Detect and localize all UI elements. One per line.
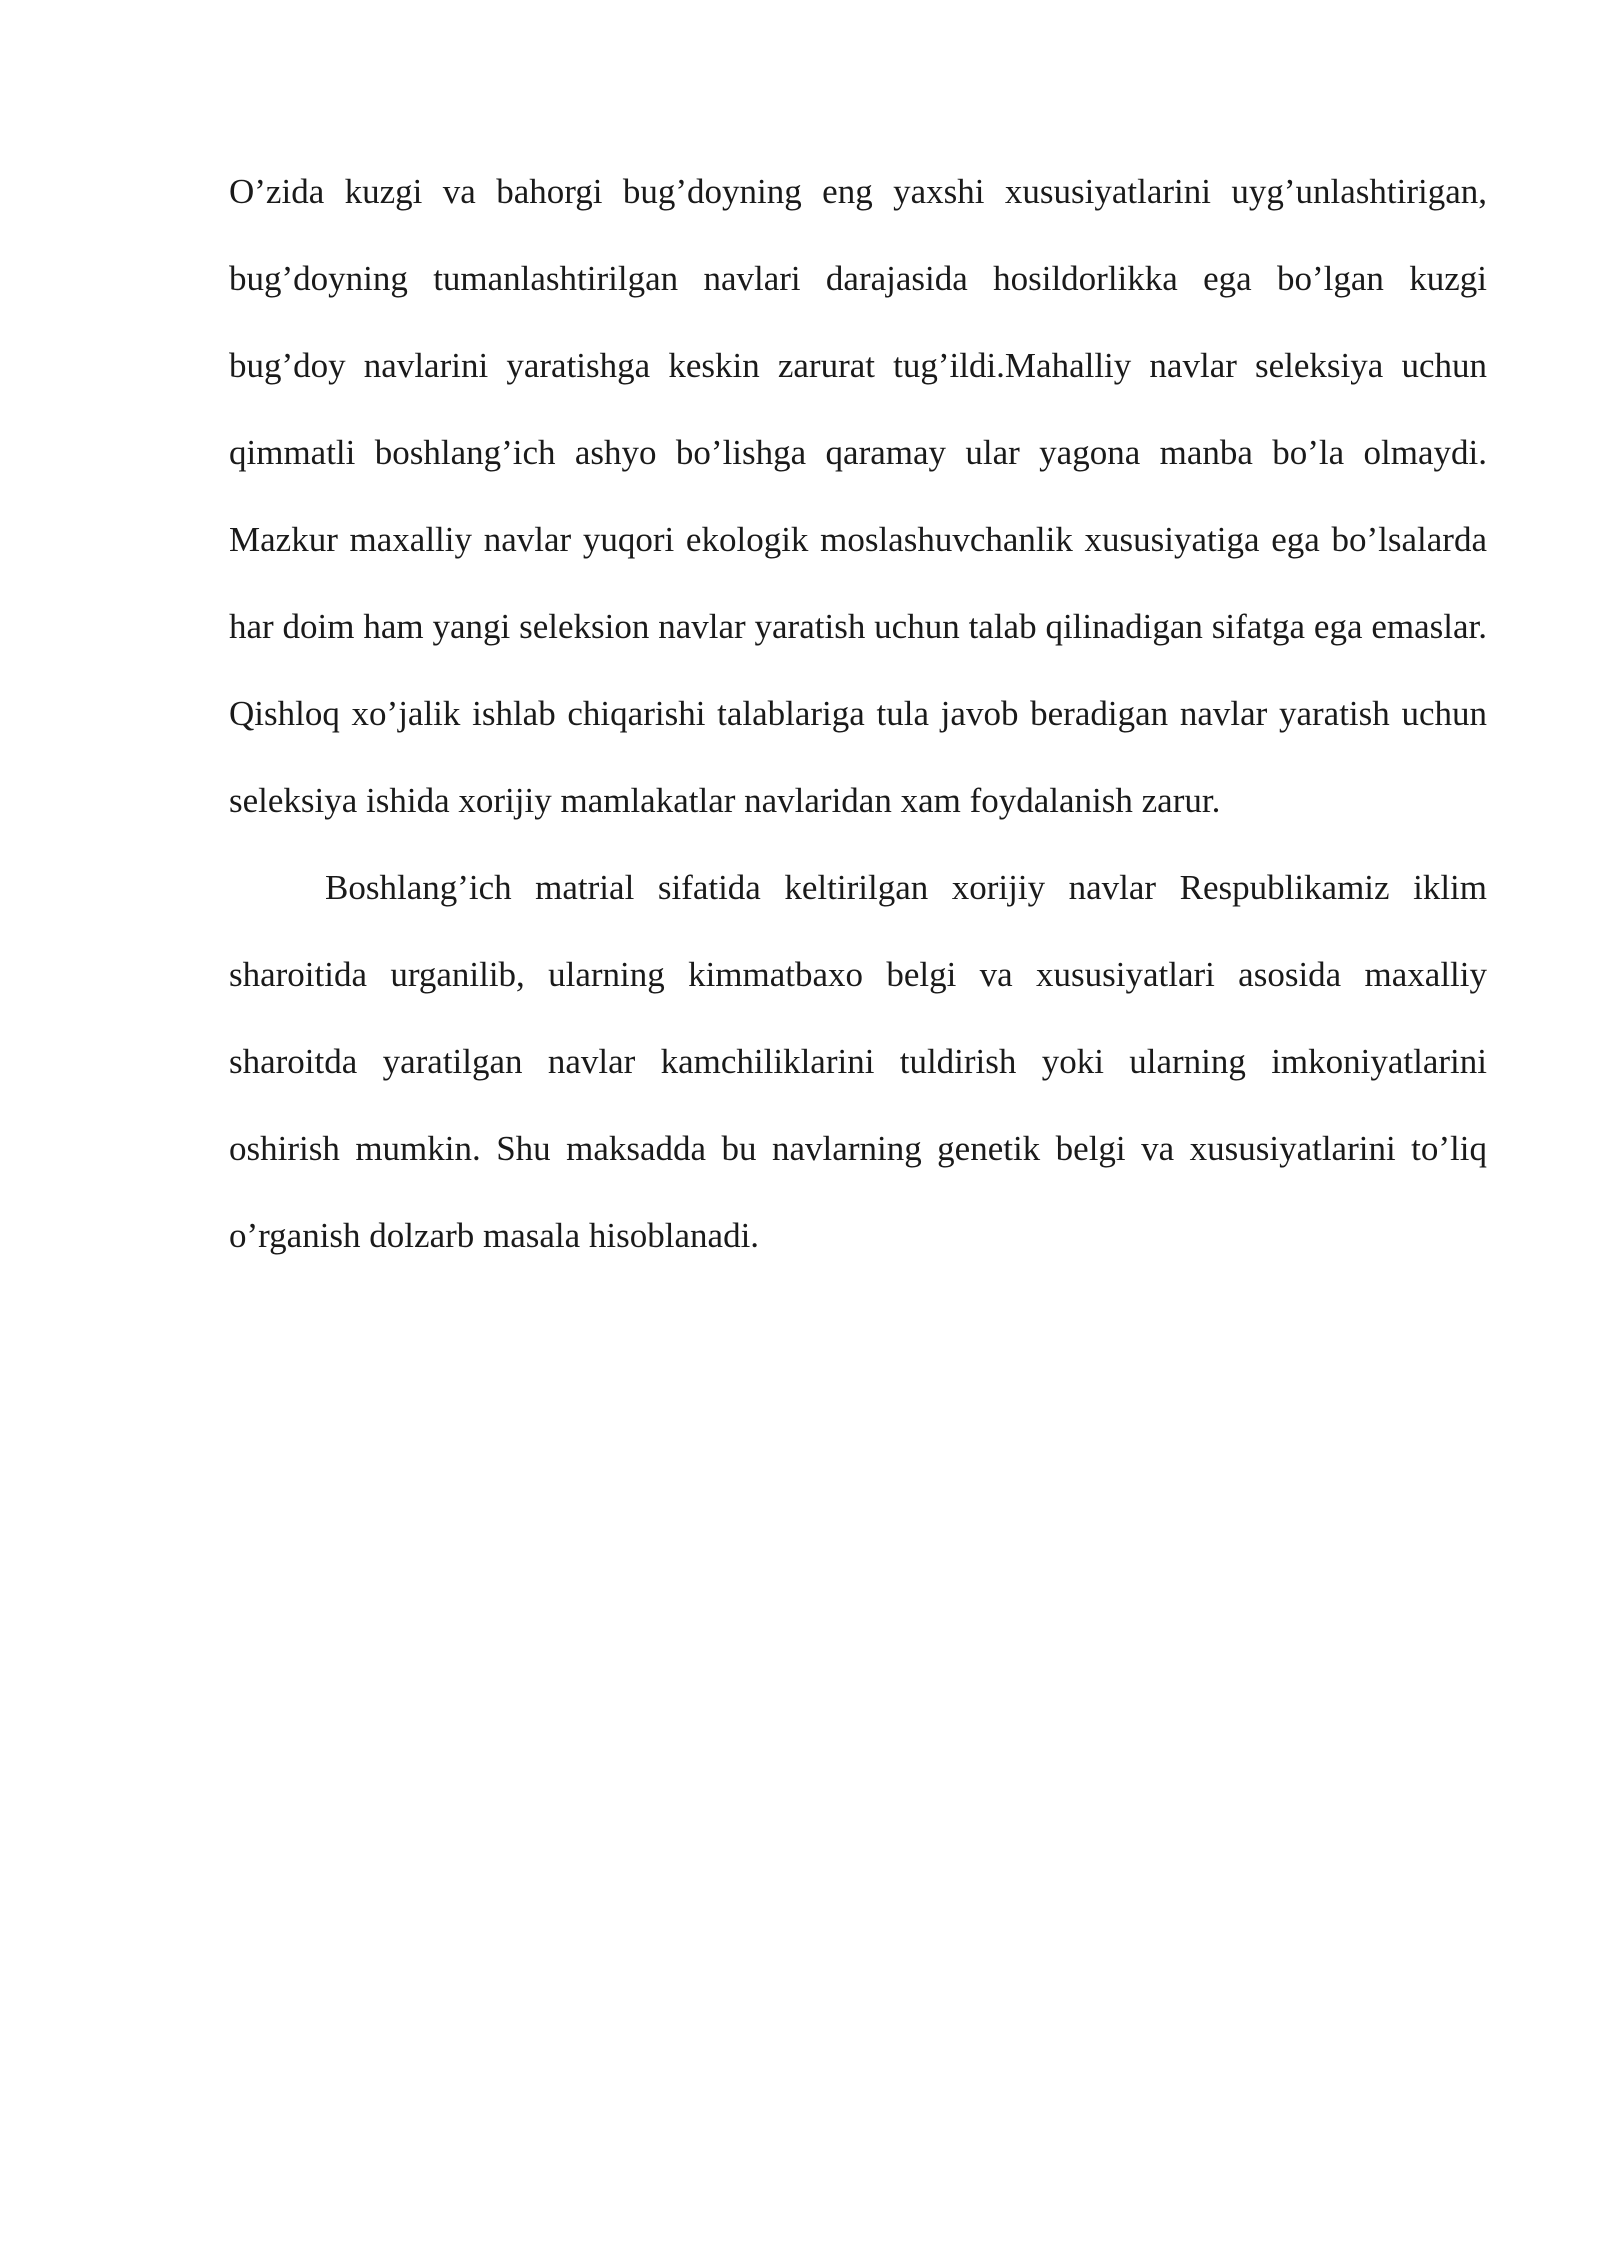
document-body [229, 148, 1487, 1279]
paragraph-2: Boshlang’ich matrial sifatida keltirilgan xorijiy navlar Respublikamiz iklim sharoitida urganilib, ularning kimmatbaxo belgi va xususiyatlari asosida maxalliy sharoitda yaratilgan navlar kamchiliklarini tuldirish yoki ularning imkoniyatlarini oshirish mumkin. Shu maksadda bu navlarning genetik belgi va xususiyatlarini to’liq o’rganish dolzarb masala hisoblanadi. [229, 868, 1487, 1255]
paragraph-1: O’zida kuzgi va bahorgi bug’doyning eng yaxshi xususiyatlarini uyg’unlashtirigan, bug’doyning tumanlashtirilgan navlari darajasida hosildorlikka ega bo’lgan kuzgi bug’doy navlarini yaratishga keskin zarurat tug’ildi.Mahalliy navlar seleksiya uchun qimmatli boshlang’ich ashyo bo’lishga qaramay ular yagona manba bo’la olmaydi. Mazkur maxalliy navlar yuqori ekologik moslashuvchanlik xususiyatiga ega bo’lsalarda har doim ham yangi seleksion navlar yaratish uchun talab qilinadigan sifatga ega emaslar. Qishloq xo’jalik ishlab chiqarishi talablariga tula javob beradigan navlar yaratish uchun seleksiya ishida xorijiy mamlakatlar navlaridan xam foydalanish zarur. [229, 172, 1487, 820]
